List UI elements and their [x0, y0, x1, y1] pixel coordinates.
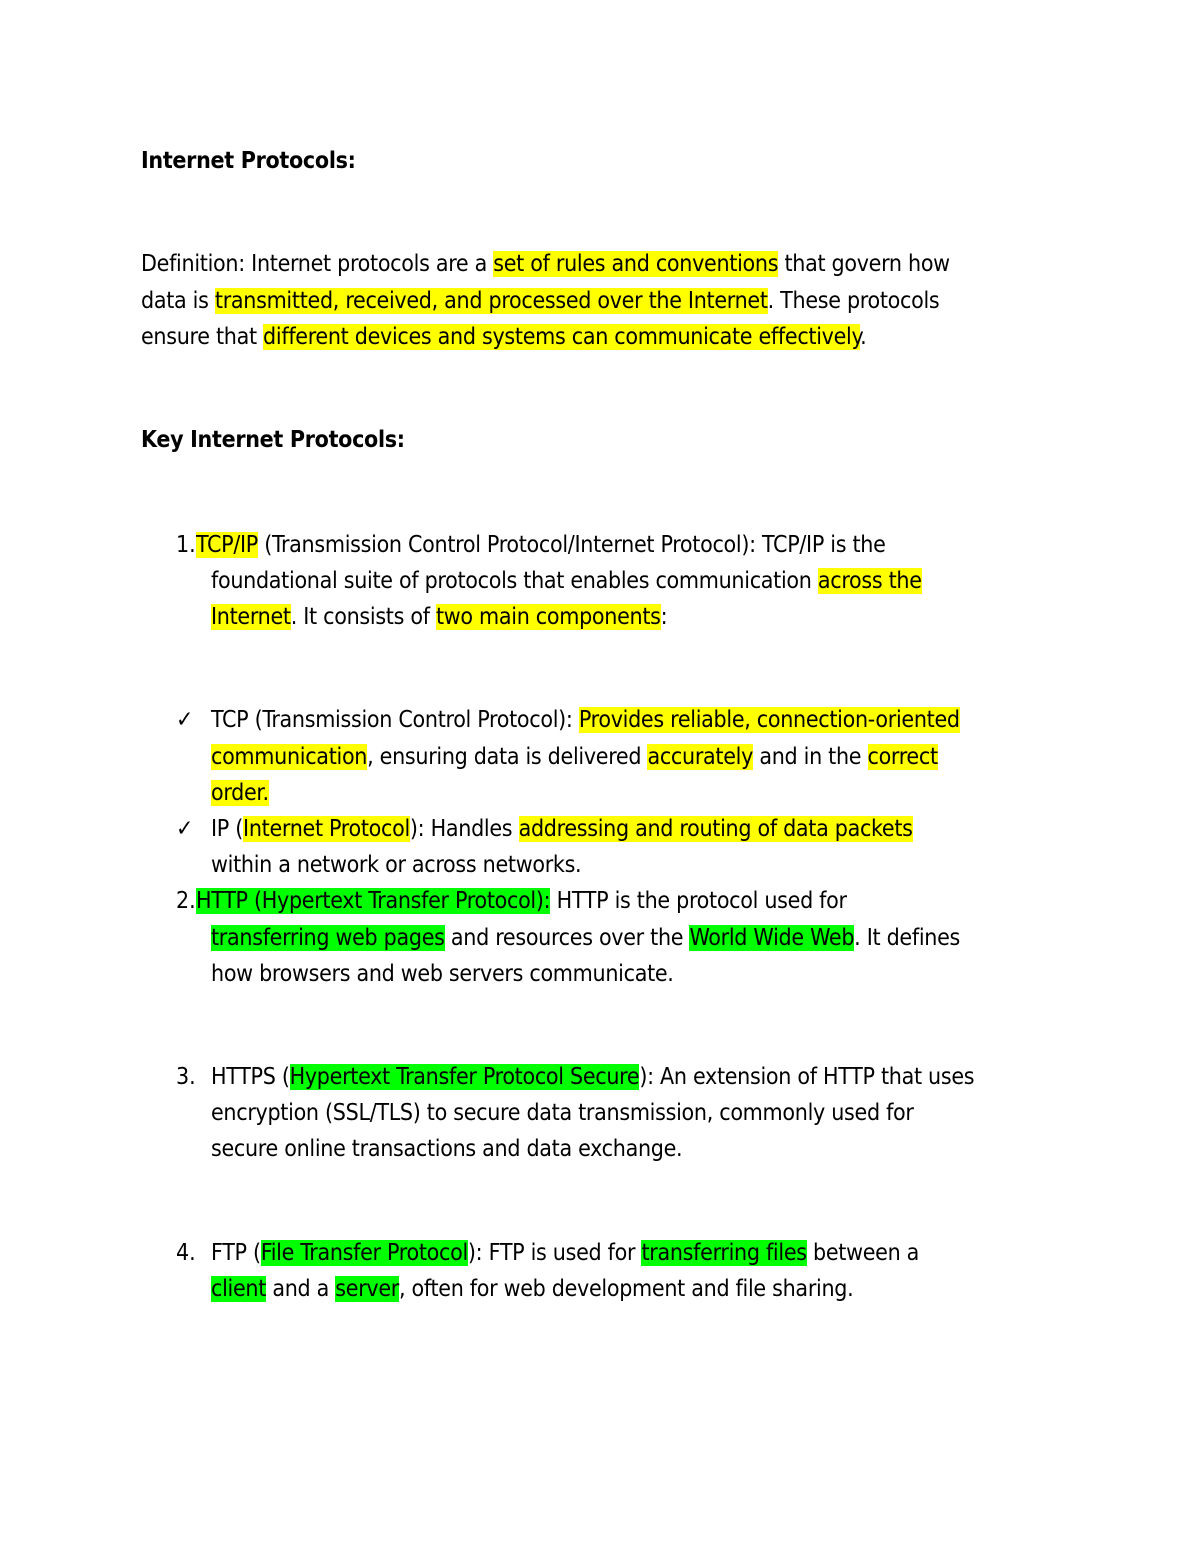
text-run: . These protocols: [767, 288, 940, 314]
text-run: .: [860, 324, 867, 350]
text-run: within a network or across networks.: [211, 852, 582, 878]
item3-line-3: [211, 1134, 682, 1164]
text-run: (Transmission Control Protocol/Internet Protocol): TCP/IP is the: [257, 532, 886, 558]
tcp-line-3: [211, 778, 269, 808]
highlight-yellow: Internet: [211, 604, 291, 630]
highlight-yellow: order.: [211, 780, 269, 806]
highlight-yellow: Provides reliable, connection-oriented: [578, 707, 960, 733]
text-run: and resources over the: [444, 925, 690, 951]
text-run: secure online transactions and data exchange.: [211, 1136, 683, 1162]
text-run: how browsers and web servers communicate.: [211, 961, 674, 987]
tcp-line-1: [211, 705, 960, 735]
item4-line-2: [211, 1274, 853, 1304]
highlight-green: Hypertext Transfer Protocol Secure: [289, 1064, 640, 1090]
text-run: ): Handles: [409, 816, 519, 842]
text-run: . It consists of: [290, 604, 436, 630]
text-run: , often for web development and file sharing.: [398, 1276, 854, 1302]
highlight-yellow: different devices and systems can communicate effectively: [263, 324, 861, 350]
highlight-yellow: addressing and routing of data packets: [518, 816, 913, 842]
text-run: that govern how: [778, 251, 950, 277]
text-run: foundational suite of protocols that enables communication: [211, 568, 818, 594]
highlight-green: File Transfer Protocol: [260, 1240, 468, 1266]
page-title: Internet Protocols:: [141, 148, 356, 174]
text-run: Definition: Internet protocols are a: [141, 251, 494, 277]
definition-line-1: [141, 249, 950, 279]
item1-line-3: [211, 602, 667, 632]
highlight-green: server: [335, 1276, 399, 1302]
list-number-4: 4.: [176, 1240, 196, 1266]
text-run: data is: [141, 288, 215, 314]
list-number-1: 1.: [176, 532, 196, 558]
text-run: FTP (: [211, 1240, 261, 1266]
highlight-yellow: accurately: [647, 744, 754, 770]
definition-line-2: [141, 286, 939, 316]
text-run: :: [660, 604, 668, 630]
text-run: ensure that: [141, 324, 264, 350]
highlight-yellow: TCP/IP: [196, 532, 258, 558]
item2-line-3: [211, 959, 674, 989]
text-run: IP (: [211, 816, 244, 842]
definition-line-3: [141, 322, 866, 352]
item3-line-2: [211, 1098, 914, 1128]
ip-line-2: [211, 850, 581, 880]
text-run: and a: [266, 1276, 336, 1302]
section-heading: Key Internet Protocols:: [141, 427, 405, 453]
text-run: HTTP is the protocol used for: [550, 888, 847, 914]
ip-line-1: [211, 814, 913, 844]
text-run: ): An extension of HTTP that uses: [639, 1064, 975, 1090]
highlight-yellow: transmitted, received, and processed over the Internet: [214, 288, 768, 314]
highlight-yellow: set of rules and conventions: [493, 251, 779, 277]
text-run: , ensuring data is delivered: [367, 744, 648, 770]
text-run: and in the: [753, 744, 868, 770]
highlight-yellow: communication: [211, 744, 368, 770]
highlight-yellow: two main components: [435, 604, 661, 630]
text-run: HTTPS (: [211, 1064, 290, 1090]
checkmark-icon: ✓: [176, 707, 194, 733]
item1-line-2: [211, 566, 922, 596]
text-run: encryption (SSL/TLS) to secure data transmission, commonly used for: [211, 1100, 914, 1126]
highlight-yellow: Internet Protocol: [243, 816, 410, 842]
item3-line-1: [211, 1062, 974, 1092]
text-run: ): FTP is used for: [467, 1240, 642, 1266]
item2-line-1: [196, 886, 847, 916]
item4-line-1: [211, 1238, 919, 1268]
item2-line-2: [211, 923, 960, 953]
highlight-yellow: correct: [867, 744, 938, 770]
highlight-green: client: [211, 1276, 267, 1302]
text-run: TCP (Transmission Control Protocol):: [211, 707, 579, 733]
highlight-green: HTTP (Hypertext Transfer Protocol):: [196, 888, 551, 914]
highlight-green: World Wide Web: [689, 925, 855, 951]
text-run: between a: [806, 1240, 920, 1266]
highlight-yellow: across the: [817, 568, 922, 594]
highlight-green: transferring files: [641, 1240, 807, 1266]
list-number-2: 2.: [176, 888, 196, 914]
text-run: . It defines: [854, 925, 961, 951]
checkmark-icon: ✓: [176, 816, 194, 842]
highlight-green: transferring web pages: [211, 925, 445, 951]
list-number-3: 3.: [176, 1064, 196, 1090]
item1-line-1: [196, 530, 886, 560]
tcp-line-2: [211, 742, 938, 772]
